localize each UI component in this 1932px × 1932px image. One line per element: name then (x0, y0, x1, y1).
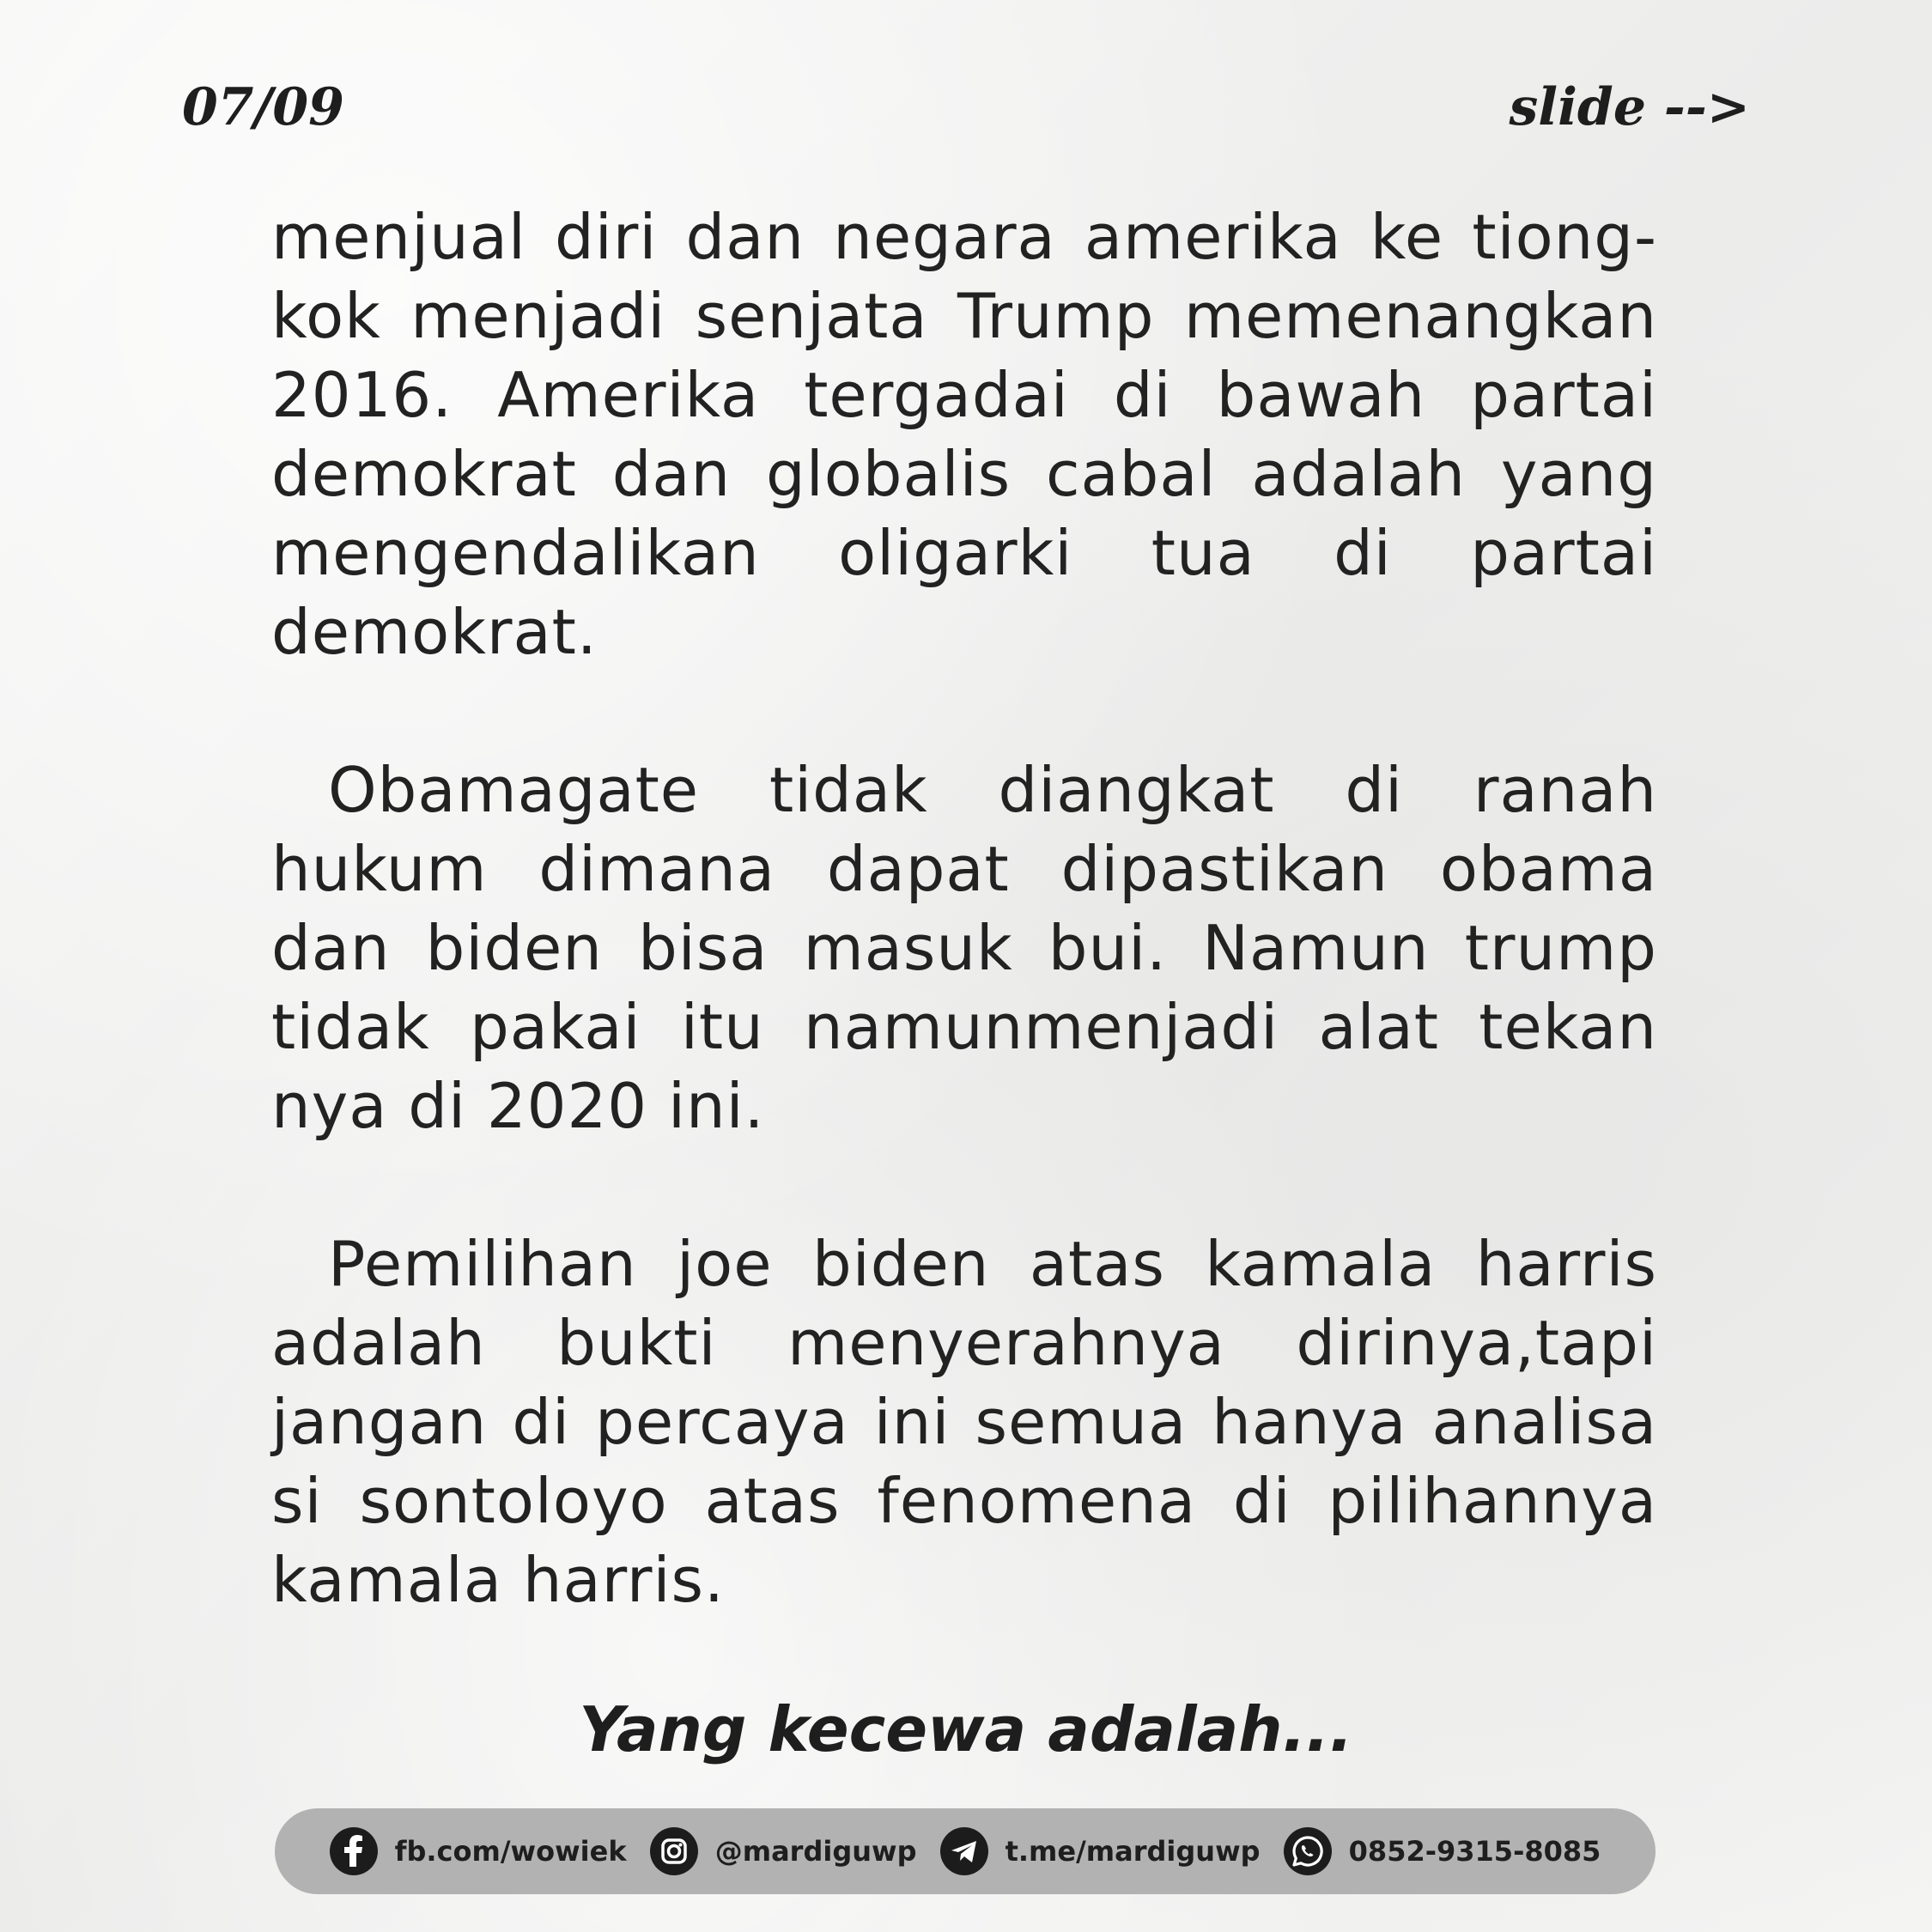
contact-label: @mardiguwp (714, 1835, 917, 1868)
contact-facebook[interactable] (330, 1827, 627, 1875)
contact-whatsapp[interactable] (1284, 1827, 1601, 1875)
contact-bar (275, 1808, 1656, 1894)
telegram-icon (940, 1827, 988, 1875)
whatsapp-icon (1284, 1827, 1332, 1875)
paragraph-3: Pemilihan joe biden atas kamala harris adalah bukti menyerahnya dirinya,tapi jangan di percaya ini semua hanya analisa si sontoloyo atas fenomena di pilihannya kamala harris. (271, 1228, 1657, 1616)
instagram-icon (650, 1827, 698, 1875)
paragraph-1: menjual diri dan negara amerika ke tiong-kok menjadi senjata Trump memenangkan 2016. Amerika tergadai di bawah partai demokrat dan globalis cabal adalah yang mengendalikan oligarki tua di partai demokrat. (271, 201, 1657, 668)
contact-label: t.me/mardiguwp (1005, 1835, 1261, 1868)
facebook-icon (330, 1827, 378, 1875)
page-number: 07/09 (182, 77, 344, 137)
contact-label: 0852-9315-8085 (1348, 1835, 1601, 1868)
contact-label: fb.com/wowiek (394, 1835, 627, 1868)
paragraph-2: Obamagate tidak diangkat di ranah hukum dimana dapat dipastikan obama dan biden bisa masuk bui. Namun trump tidak pakai itu namunmenjadi alat tekan nya di 2020 ini. (271, 754, 1657, 1142)
contact-telegram[interactable] (940, 1827, 1261, 1875)
contact-instagram[interactable] (650, 1827, 917, 1875)
closing-teaser: Yang kecewa adalah... (579, 1693, 1353, 1765)
article-body (271, 197, 1657, 1619)
slide-hint: slide --> (1509, 77, 1750, 137)
